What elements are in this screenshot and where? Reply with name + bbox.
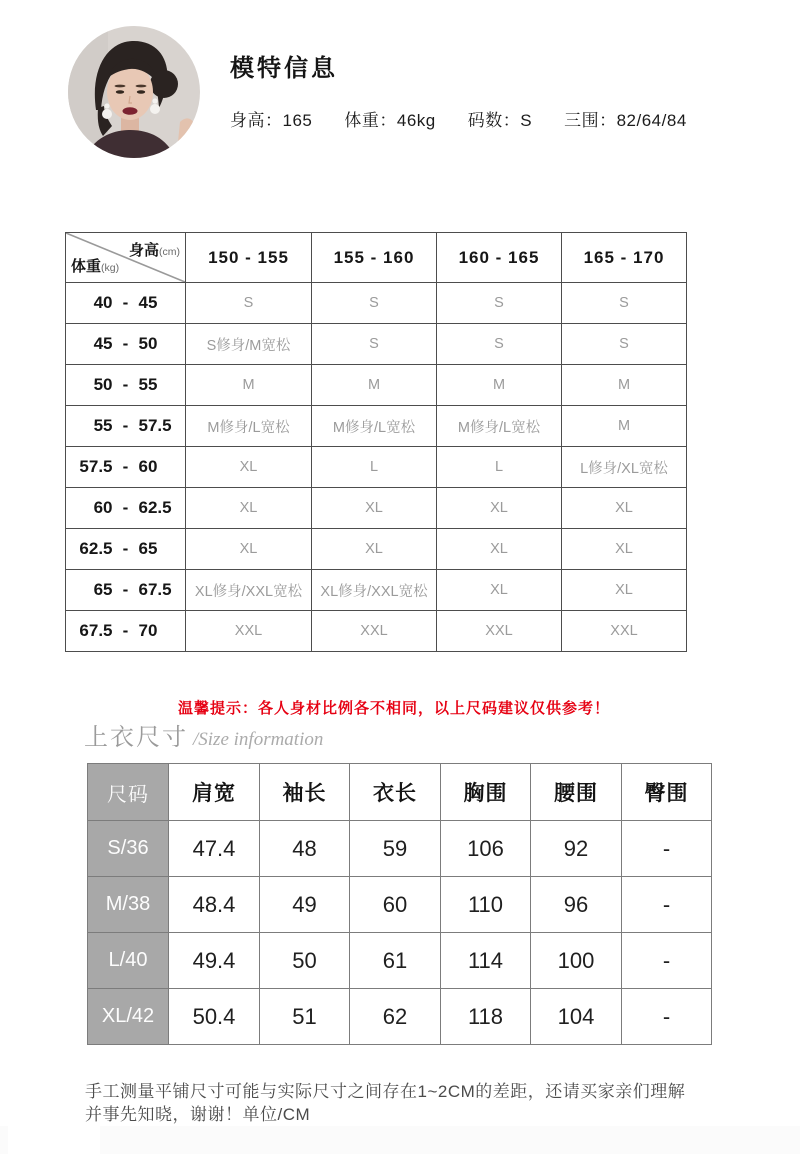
measure-value-cell: 62: [350, 989, 441, 1045]
measure-value-cell: 51: [260, 989, 350, 1045]
size-recommendation-cell: XL: [437, 488, 562, 529]
measure-value-cell: 49: [260, 877, 350, 933]
measure-table: [87, 763, 712, 1045]
model-stat: 体重：46kg: [344, 111, 436, 130]
band-notch: [8, 1126, 100, 1154]
size-recommendation-cell: XL修身/XXL宽松: [312, 570, 437, 611]
measurement-footnote: [85, 1080, 735, 1126]
measure-row: [88, 989, 712, 1045]
size-chart-body: [66, 283, 687, 652]
size-recommendation-cell: XL: [562, 488, 687, 529]
section-heading-cn: 上衣尺寸: [84, 724, 188, 751]
weight-to: 60: [138, 457, 158, 476]
size-recommendation-cell: L: [437, 447, 562, 488]
footnote-line-1: 手工测量平铺尺寸可能与实际尺寸之间存在1~2CM的差距，还请买家亲们理解: [85, 1082, 686, 1101]
size-recommendation-cell: M修身/L宽松: [186, 406, 312, 447]
weight-range-cell: [66, 283, 186, 324]
size-recommendation-cell: M: [437, 365, 562, 406]
size-recommendation-cell: S: [437, 324, 562, 365]
measure-value-cell: 50.4: [169, 989, 260, 1045]
size-chart-row: [66, 406, 687, 447]
size-recommendation-cell: L: [312, 447, 437, 488]
weight-to: 67.5: [138, 580, 172, 599]
weight-from: 57.5: [79, 457, 113, 476]
range-dash: -: [122, 457, 129, 476]
model-avatar: [68, 26, 200, 158]
range-dash: -: [122, 621, 129, 640]
measure-header: 肩宽: [169, 764, 260, 821]
size-recommendation-cell: XXL: [312, 611, 437, 652]
measure-header: 胸围: [441, 764, 531, 821]
range-dash: -: [122, 580, 129, 599]
weight-from: 62.5: [79, 539, 113, 558]
size-chart-row: [66, 324, 687, 365]
size-recommendation-cell: XL: [186, 447, 312, 488]
measure-value-cell: 100: [531, 933, 622, 989]
range-dash: -: [122, 375, 129, 394]
size-warning-text: 温馨提示：各人身材比例各不相同，以上尺码建议仅供参考！: [177, 700, 610, 717]
measure-value-cell: 96: [531, 877, 622, 933]
size-recommendation-cell: L修身/XL宽松: [562, 447, 687, 488]
size-recommendation-cell: S: [312, 324, 437, 365]
measure-row: [88, 821, 712, 877]
measure-value-cell: 49.4: [169, 933, 260, 989]
size-recommendation-cell: M: [312, 365, 437, 406]
size-chart-header-row: [66, 233, 687, 283]
section-heading: [84, 717, 323, 752]
size-recommendation-cell: XL: [312, 529, 437, 570]
measure-value-cell: 48.4: [169, 877, 260, 933]
weight-range-cell: [66, 324, 186, 365]
size-recommendation-cell: XL修身/XXL宽松: [186, 570, 312, 611]
size-recommendation-cell: S: [437, 283, 562, 324]
size-recommendation-cell: XL: [312, 488, 437, 529]
measure-value-cell: 48: [260, 821, 350, 877]
weight-axis-label: 体重(kg): [71, 258, 120, 275]
model-photo-illustration: [68, 26, 200, 158]
size-recommendation-cell: M修身/L宽松: [312, 406, 437, 447]
measure-row: [88, 933, 712, 989]
measure-value-cell: 47.4: [169, 821, 260, 877]
size-chart-row: [66, 447, 687, 488]
size-recommendation-cell: M: [562, 365, 687, 406]
size-recommendation-cell: XXL: [437, 611, 562, 652]
size-recommendation-cell: S: [562, 283, 687, 324]
measure-value-cell: 60: [350, 877, 441, 933]
height-axis-label: 身高(cm): [128, 242, 180, 259]
measure-value-cell: -: [622, 989, 712, 1045]
measure-header: 袖长: [260, 764, 350, 821]
size-chart-row: [66, 283, 687, 324]
measure-header-row: [88, 764, 712, 821]
size-recommendation-cell: S: [562, 324, 687, 365]
size-chart-table: [65, 232, 687, 652]
size-recommendation-cell: M: [186, 365, 312, 406]
weight-to: 50: [138, 334, 158, 353]
measure-value-cell: -: [622, 877, 712, 933]
size-recommendation-cell: M修身/L宽松: [437, 406, 562, 447]
weight-to: 62.5: [138, 498, 172, 517]
height-range-header: 160 - 165: [437, 233, 562, 283]
measure-row: [88, 877, 712, 933]
size-recommendation-cell: S: [186, 283, 312, 324]
model-stat: 码数：S: [467, 111, 533, 130]
weight-to: 55: [138, 375, 158, 394]
measure-value-cell: 92: [531, 821, 622, 877]
size-recommendation-cell: XL: [186, 529, 312, 570]
weight-range-cell: [66, 365, 186, 406]
weight-from: 40: [93, 293, 113, 312]
size-recommendation-cell: XL: [562, 529, 687, 570]
weight-from: 50: [93, 375, 113, 394]
size-chart-row: [66, 529, 687, 570]
measure-value-cell: 61: [350, 933, 441, 989]
weight-range-cell: [66, 570, 186, 611]
weight-to: 57.5: [138, 416, 172, 435]
measure-value-cell: 118: [441, 989, 531, 1045]
range-dash: -: [122, 539, 129, 558]
size-chart-row: [66, 570, 687, 611]
size-chart-row: [66, 365, 687, 406]
model-stat: 三围：82/64/84: [564, 111, 687, 130]
size-chart-row: [66, 611, 687, 652]
weight-from: 60: [93, 498, 113, 517]
measure-value-cell: 104: [531, 989, 622, 1045]
measure-header: 腰围: [531, 764, 622, 821]
range-dash: -: [122, 293, 129, 312]
measure-value-cell: 106: [441, 821, 531, 877]
weight-range-cell: [66, 529, 186, 570]
weight-range-cell: [66, 611, 186, 652]
size-recommendation-cell: XL: [437, 570, 562, 611]
size-recommendation-cell: XL: [186, 488, 312, 529]
size-recommendation-cell: M: [562, 406, 687, 447]
model-stat: 身高：165: [230, 111, 313, 130]
weight-from: 55: [93, 416, 113, 435]
range-dash: -: [122, 334, 129, 353]
model-stats: [230, 106, 687, 131]
height-range-header: 150 - 155: [186, 233, 312, 283]
measure-value-cell: 50: [260, 933, 350, 989]
bottom-band: [0, 1126, 800, 1154]
measure-body: [88, 821, 712, 1045]
weight-range-cell: [66, 406, 186, 447]
size-recommendation-cell: XL: [562, 570, 687, 611]
size-recommendation-cell: XXL: [562, 611, 687, 652]
measure-size-cell: XL/42: [88, 989, 169, 1045]
measure-header: 尺码: [88, 764, 169, 821]
measure-value-cell: -: [622, 933, 712, 989]
footnote-line-2: 并事先知晓，谢谢！单位/CM: [85, 1105, 311, 1124]
weight-from: 65: [93, 580, 113, 599]
measure-size-cell: L/40: [88, 933, 169, 989]
weight-to: 45: [138, 293, 158, 312]
measure-header: 衣长: [350, 764, 441, 821]
size-recommendation-cell: XL: [437, 529, 562, 570]
measure-size-cell: S/36: [88, 821, 169, 877]
size-recommendation-cell: S修身/M宽松: [186, 324, 312, 365]
weight-from: 45: [93, 334, 113, 353]
measure-value-cell: -: [622, 821, 712, 877]
model-info-title: 模特信息: [230, 55, 338, 82]
height-range-header: 165 - 170: [562, 233, 687, 283]
weight-range-cell: [66, 488, 186, 529]
weight-range-cell: [66, 447, 186, 488]
weight-to: 70: [138, 621, 158, 640]
size-recommendation-cell: XXL: [186, 611, 312, 652]
range-dash: -: [122, 416, 129, 435]
measure-header: 臀围: [622, 764, 712, 821]
size-chart-row: [66, 488, 687, 529]
size-recommendation-cell: S: [312, 283, 437, 324]
weight-from: 67.5: [79, 621, 113, 640]
height-range-header: 155 - 160: [312, 233, 437, 283]
size-chart-corner-cell: [66, 233, 186, 283]
measure-size-cell: M/38: [88, 877, 169, 933]
range-dash: -: [122, 498, 129, 517]
measure-value-cell: 114: [441, 933, 531, 989]
measure-value-cell: 59: [350, 821, 441, 877]
weight-to: 65: [138, 539, 158, 558]
section-heading-en: /Size information: [193, 729, 324, 750]
measure-value-cell: 110: [441, 877, 531, 933]
